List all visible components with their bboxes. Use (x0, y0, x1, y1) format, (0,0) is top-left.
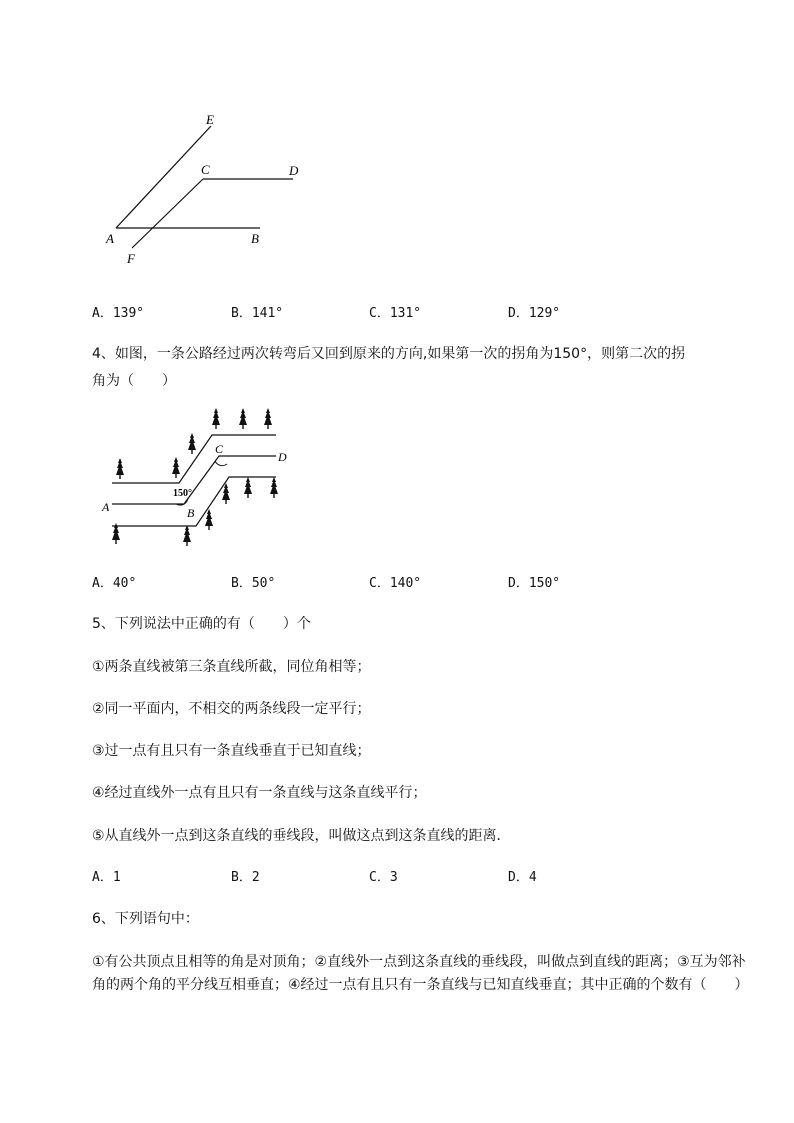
line-FC (132, 179, 203, 248)
label-E: E (206, 112, 214, 127)
angle-arc-C (215, 461, 227, 466)
label-C: C (215, 442, 224, 456)
q3-figure (100, 110, 320, 270)
tree-icon (270, 477, 278, 498)
q5-statement-5: ⑤从直线外一点到这条直线的垂线段，叫做这点到这条直线的距离． (92, 828, 511, 844)
q5-option-c[interactable]: C．3 (369, 870, 398, 885)
q4-option-c[interactable]: C．140° (369, 576, 422, 591)
label-A: A (102, 500, 110, 514)
q4-option-d[interactable]: D．150° (508, 576, 561, 591)
label-A: A (106, 231, 114, 246)
q5-option-a[interactable]: A．1 (92, 870, 121, 885)
q5-statement-1: ①两条直线被第三条直线所截，同位角相等； (92, 659, 371, 675)
q5-option-b[interactable]: B．2 (231, 870, 260, 885)
q4-option-b[interactable]: B．50° (231, 576, 276, 591)
tree-icon (212, 408, 220, 429)
label-D: D (289, 163, 299, 178)
tree-icon (172, 457, 180, 478)
q3-option-a[interactable]: A．139° (92, 306, 145, 321)
tree-icon (205, 509, 213, 530)
label-B: B (251, 231, 259, 246)
q3-option-d[interactable]: D．129° (508, 306, 561, 321)
tree-icon (183, 525, 191, 546)
q6-stem: 6、下列语句中： (92, 911, 199, 927)
q5-statement-3: ③过一点有且只有一条直线垂直于已知直线； (92, 743, 371, 759)
road-centerline (112, 456, 276, 504)
label-F: F (127, 251, 135, 266)
label-D: D (278, 450, 287, 464)
angle-label-150: 150° (173, 488, 192, 499)
q4-stem-line2: 角为（ ） (92, 373, 176, 389)
q4-figure (96, 405, 306, 555)
q5-option-d[interactable]: D．4 (508, 870, 537, 885)
q4-stem-line1: 4、如图，一条公路经过两次转弯后又回到原来的方向,如果第一次的拐角为150°，则第二次的拐 (92, 346, 686, 362)
line-AE (116, 126, 211, 228)
label-C: C (201, 162, 210, 177)
tree-icon (188, 433, 196, 454)
tree-icon (239, 408, 247, 429)
tree-icon (264, 408, 272, 429)
tree-icon (244, 477, 252, 498)
q5-statement-2: ②同一平面内，不相交的两条线段一定平行； (92, 701, 371, 717)
label-B: B (187, 506, 195, 520)
q6-body: ①有公共顶点且相等的角是对顶角；②直线外一点到这条直线的垂线段，叫做点到直线的距离；③互为邻补角的两个角的平分线互相垂直；④经过一点有且只有一条直线与已知直线垂直；其中正确的个数有（ ） (92, 954, 749, 993)
q4-option-a[interactable]: A．40° (92, 576, 137, 591)
q3-option-c[interactable]: C．131° (369, 306, 422, 321)
q5-stem: 5、下列说法中正确的有（ ）个 (92, 616, 311, 632)
tree-icon (116, 458, 124, 479)
q5-statement-4: ④经过直线外一点有且只有一条直线与这条直线平行； (92, 785, 427, 801)
q3-option-b[interactable]: B．141° (231, 306, 284, 321)
